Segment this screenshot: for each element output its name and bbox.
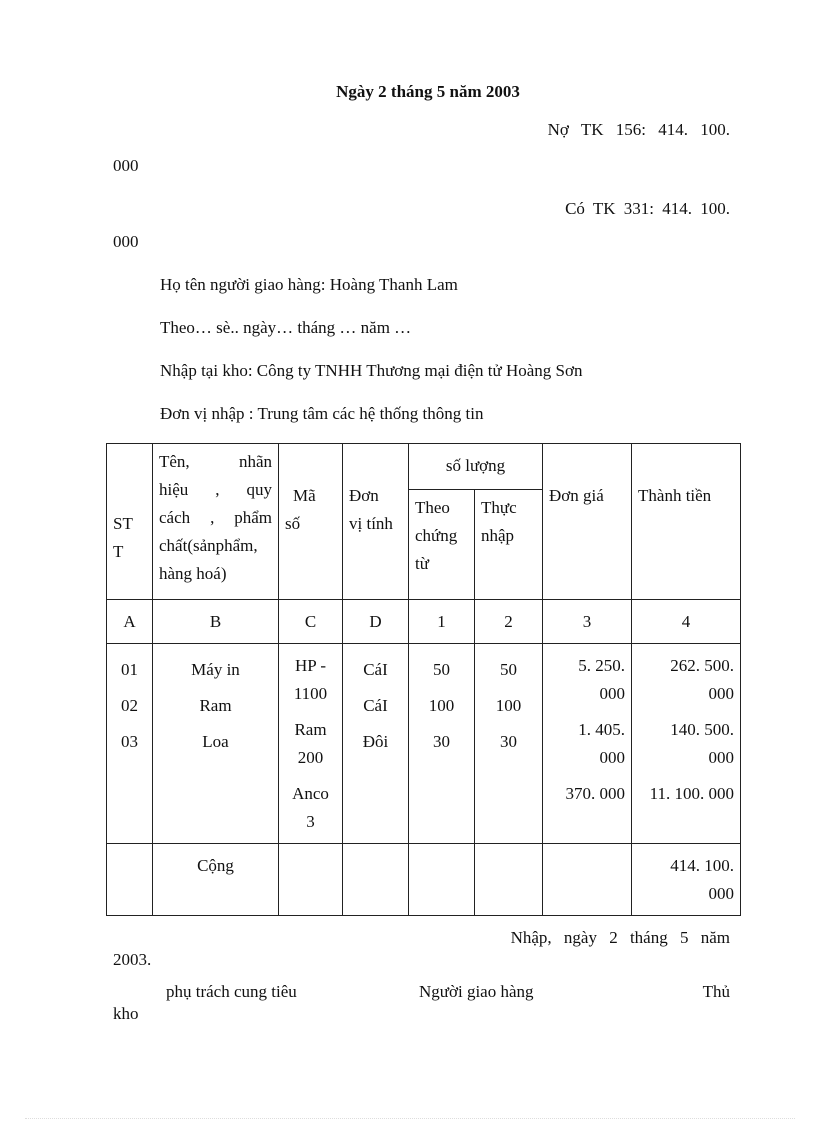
cell-amounts: 262. 500. 000 140. 500. 000 11. 100. 000 [632,644,741,844]
header-code: Mã số [279,444,343,600]
total-empty-cell [543,844,632,916]
total-empty-cell [475,844,543,916]
deliverer-name: Họ tên người giao hàng: Hoàng Thanh Lam [160,275,458,294]
cell-stt: 01 02 03 [107,644,153,844]
column-letter: B [153,600,279,644]
cell-product-names: Máy in Ram Loa [153,644,279,844]
header-product-name: Tên, nhãn hiệu , quy cách , phẩm chất(sảnphẩm, hàng hoá) [153,444,279,600]
document-date-title: Ngày 2 tháng 5 năm 2003 [336,82,520,101]
credit-account-line: Có TK 331: 414. 100. [565,199,730,218]
header-qty-by-document: Theo chứng từ [409,490,475,600]
column-letter: 3 [543,600,632,644]
column-letter: 1 [409,600,475,644]
total-label: Cộng [153,844,279,916]
header-qty-actual: Thực nhập [475,490,543,600]
goods-receipt-table [106,443,741,916]
footer-place-date: Nhập, ngày 2 tháng 5 năm [510,928,730,947]
credit-account-continuation: 000 [113,232,139,251]
cell-codes: HP - 1100 Ram 200 Anco 3 [279,644,343,844]
header-unit-price: Đơn giá [543,444,632,600]
signature-storekeeper-continuation: kho [113,1004,139,1023]
signature-deliverer: Người giao hàng [419,982,534,1001]
column-letter: C [279,600,343,644]
column-letter: 2 [475,600,543,644]
footer-year: 2003. [113,950,152,969]
page-edge-divider [25,1118,795,1119]
total-empty-cell [409,844,475,916]
column-letter: D [343,600,409,644]
debit-account-continuation: 000 [113,156,139,175]
header-unit: Đơn vị tính [343,444,409,600]
cell-qty-actual: 50 100 30 [475,644,543,844]
header-quantity: số lượng [409,444,543,490]
total-empty-cell [279,844,343,916]
total-amount: 414. 100. 000 [632,844,741,916]
column-letter: A [107,600,153,644]
total-empty-cell [343,844,409,916]
header-amount: Thành tiền [632,444,741,600]
signature-supply-manager: phụ trách cung tiêu [166,982,297,1001]
signature-storekeeper: Thủ [702,982,730,1001]
cell-qty-by-document: 50 100 30 [409,644,475,844]
warehouse-line: Nhập tại kho: Công ty TNHH Thương mại điện tử Hoàng Sơn [160,361,583,380]
total-empty-cell [107,844,153,916]
debit-account-line: Nợ TK 156: 414. 100. [547,120,730,139]
cell-unit-prices: 5. 250. 000 1. 405. 000 370. 000 [543,644,632,844]
cell-units: CáI CáI Đôi [343,644,409,844]
receiving-unit-line: Đơn vị nhập : Trung tâm các hệ thống thông tin [160,404,484,423]
header-stt: ST T [107,444,153,600]
according-to-line: Theo… sè.. ngày… tháng … năm … [160,318,412,337]
column-letter: 4 [632,600,741,644]
